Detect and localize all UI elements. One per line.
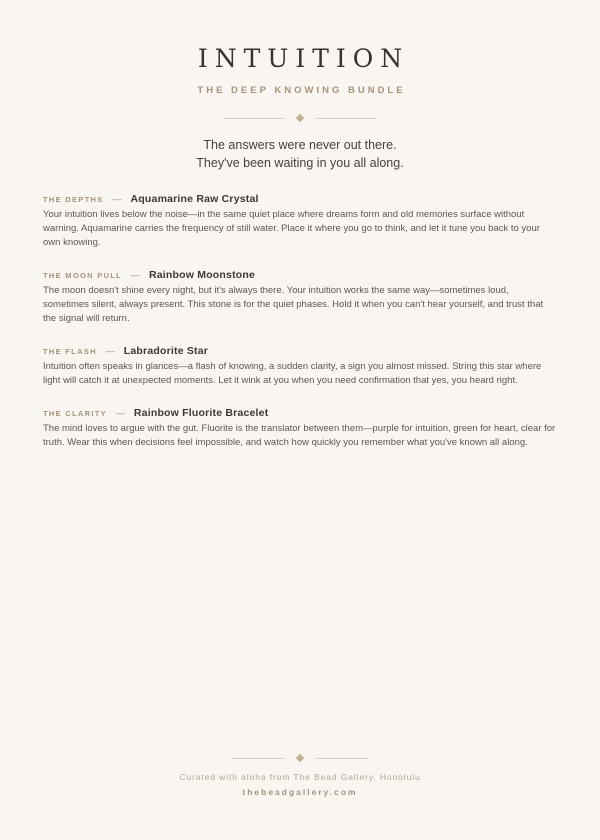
section-separator: — <box>105 346 115 356</box>
footer-divider <box>0 755 600 761</box>
sections <box>43 193 557 450</box>
page-subtitle: THE DEEP KNOWING BUNDLE <box>197 85 406 96</box>
section-item-name: Aquamarine Raw Crystal <box>130 193 259 205</box>
footer-website: thebeadgallery.com <box>242 787 358 797</box>
section-separator: — <box>115 408 125 418</box>
section-item-name: Rainbow Moonstone <box>148 269 256 281</box>
section-description: Intuition often speaks in glances—a flash of knowing, a sudden clarity, a sign you almost missed. String this star where light will catch it at unexpected moments. Let it wink at you when you need confirmation that yes, you heard right. <box>43 361 542 386</box>
section-label: THE DEPTHS <box>43 195 104 204</box>
tagline-line-2: They've been waiting in you all along. <box>196 156 404 170</box>
section-label: THE MOON PULL <box>43 271 122 280</box>
section-header <box>43 269 557 281</box>
bundle-section <box>43 407 557 450</box>
section-label: THE CLARITY <box>43 409 107 418</box>
bundle-section <box>43 269 557 326</box>
divider-line <box>232 758 284 759</box>
section-separator: — <box>112 194 122 204</box>
divider-line <box>224 118 284 119</box>
section-separator: — <box>130 270 140 280</box>
header <box>0 0 600 172</box>
section-header <box>43 407 557 419</box>
tagline <box>0 136 600 172</box>
bundle-section <box>43 193 557 250</box>
diamond-icon <box>296 114 304 122</box>
section-item-name: Rainbow Fluorite Bracelet <box>133 407 269 419</box>
section-item-name: Labradorite Star <box>123 345 209 357</box>
section-header <box>43 345 557 357</box>
diamond-icon <box>296 754 304 762</box>
section-label: THE FLASH <box>43 347 97 356</box>
divider-line <box>316 758 368 759</box>
tagline-line-1: The answers were never out there. <box>203 138 397 152</box>
page-title: INTUITION <box>197 44 410 73</box>
bundle-section <box>43 345 557 388</box>
section-description: Your intuition lives below the noise—in the same quiet place where dreams form and old memories surface without warning. Aquamarine carries the frequency of still water. Place it where you go to think, and let it tune you back to your own knowing. <box>43 209 540 248</box>
footer <box>0 736 600 797</box>
section-description: The mind loves to argue with the gut. Fluorite is the translator between them—purple for intuition, green for heart, clear for truth. Wear this when decisions feel impossible, and watch how quickly you remember what you've known all along. <box>43 423 556 448</box>
divider-line <box>316 118 376 119</box>
header-divider <box>0 115 600 121</box>
section-description: The moon doesn't shine every night, but it's always there. Your intuition works the same way—sometimes loud, sometimes silent, always present. This stone is for the quiet phases. Hold it when you can't hear yourself, and trust that the signal will return. <box>43 285 544 324</box>
section-header <box>43 193 557 205</box>
footer-attribution: Curated with aloha from The Bead Gallery, Honolulu <box>179 772 421 782</box>
